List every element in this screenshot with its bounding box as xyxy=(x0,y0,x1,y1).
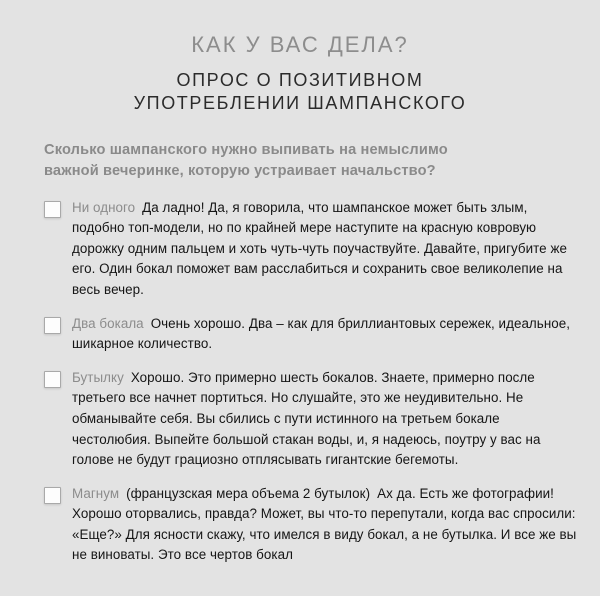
option-label-1: Ни одного xyxy=(72,199,136,215)
page-subtitle-line-1: ОПРОС О ПОЗИТИВНОМ xyxy=(176,70,424,91)
page-title: КАК У ВАС ДЕЛА? xyxy=(191,32,409,57)
checkbox-icon-option-4[interactable] xyxy=(44,487,61,504)
option-label-2: Два бокала xyxy=(72,315,144,331)
survey-question-line-2: важной вечеринке, которую устраивает начальство? xyxy=(44,163,436,180)
option-text-4 xyxy=(72,484,580,566)
checkbox-icon-option-2[interactable] xyxy=(44,317,61,334)
page-subtitle-line-2: УПОТРЕБЛЕНИИ ШАМПАНСКОГО xyxy=(133,93,467,114)
option-text-2 xyxy=(72,314,580,355)
page-subtitle xyxy=(0,69,600,115)
option-body-4: Ах да. Есть же фотографии! Хорошо оторвались, правда? Может, вы что-то перепутали, когда вас спросили: «Еще?» Для ясности скажу, что имелся в виду бокал, а не бутылка. И все же вы не виноваты. Это все чертов бокал xyxy=(72,485,577,563)
option-row-2[interactable] xyxy=(44,314,580,355)
option-body-1: Да ладно! Да, я говорила, что шампанское может быть злым, подобно топ-модели, но по крайней мере наступите на красную ковровую дорожку одним пальцем и хоть чуть-чуть поучаствуйте. Давайте, пригубите же его. Один бокал поможет вам расслабиться и сохранить свое великолепие на весь вечер. xyxy=(72,199,567,297)
option-row-3[interactable] xyxy=(44,368,580,471)
option-text-1 xyxy=(72,198,580,301)
option-row-1[interactable] xyxy=(44,198,580,301)
option-body-3: Хорошо. Это примерно шесть бокалов. Знаете, примерно после третьего все начнет портиться. Но слушайте, это же неудивительно. Не обманывайте себя. Вы сбились с пути истинного на третьем бокале честолюбия. Выпейте большой стакан воды, и, я надеюсь, поутру у вас на голове не будут грациозно отплясывать гигантские бегемоты. xyxy=(72,369,541,468)
checkbox-icon-option-1[interactable] xyxy=(44,201,61,218)
option-text-3 xyxy=(72,368,580,471)
options-list xyxy=(0,183,600,567)
option-row-4[interactable] xyxy=(44,484,580,566)
option-body-2: Очень хорошо. Два – как для бриллиантовых сережек, идеальное, шикарное количество. xyxy=(72,315,571,352)
survey-question xyxy=(0,115,600,182)
option-label-4: Магнум xyxy=(72,485,120,501)
option-note-4: (французская мера объема 2 бутылок) xyxy=(126,485,371,501)
checkbox-icon-option-3[interactable] xyxy=(44,371,61,388)
option-label-3: Бутылку xyxy=(72,369,124,385)
survey-question-line-1: Сколько шампанского нужно выпивать на немыслимо xyxy=(44,142,448,159)
header-block xyxy=(0,0,600,115)
